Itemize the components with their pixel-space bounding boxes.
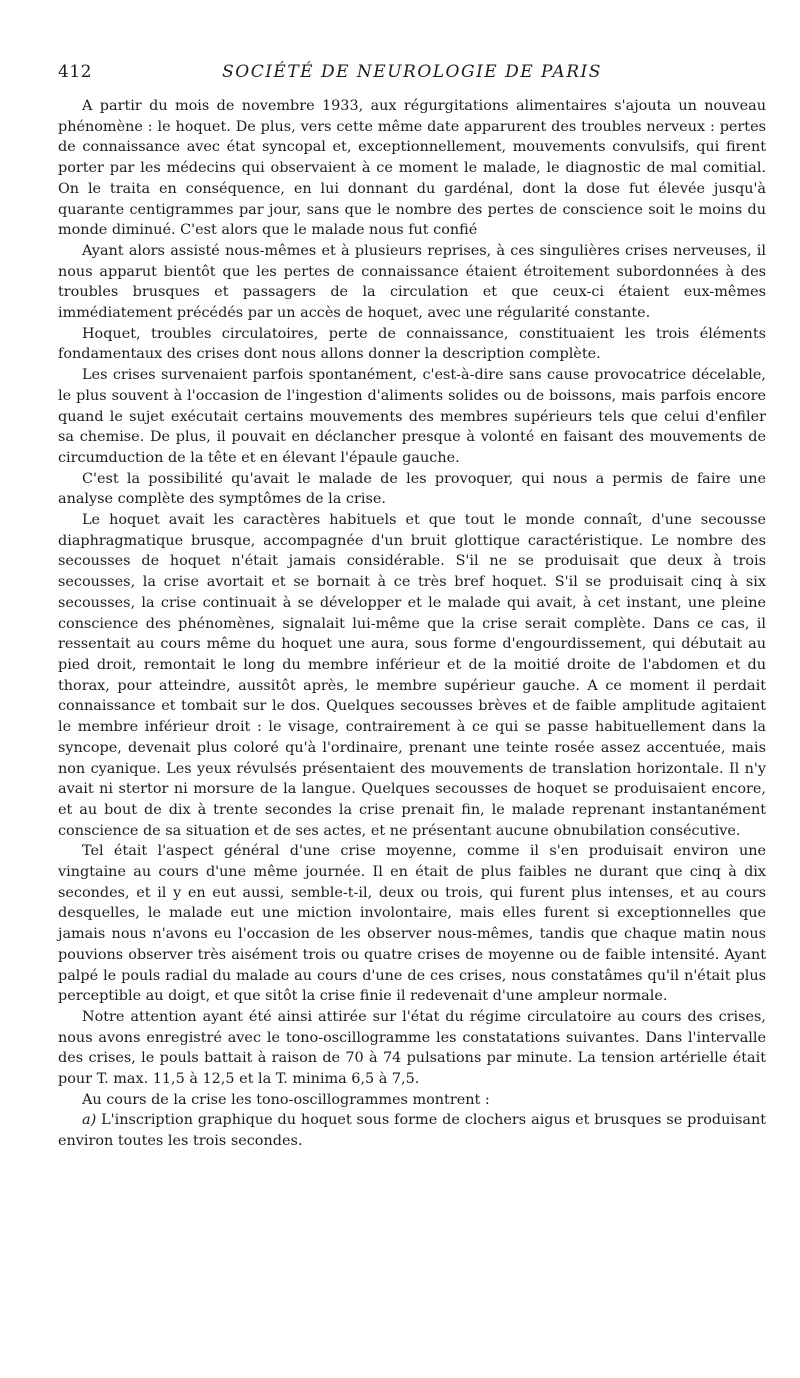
page-number: 412 — [58, 62, 92, 82]
paragraph: Tel était l'aspect général d'une crise moyenne, comme il s'en produisait environ une vingtaine au cours d'une même journée. Il en était de plus faibles ne durant que cinq à dix secondes, et il y en eut aussi, semble-t-il, deux ou trois, qui furent plus intenses, et au cours desquelles, le malade eut une miction involontaire, mais elles furent si exceptionnelles que jamais nous n'avons eu l'occasion de les observer nous-mêmes, tandis que chaque matin nous pouvions observer très aisément trois ou quatre crises de moyenne ou de faible intensité. Ayant palpé le pouls radial du malade au cours d'une de ces crises, nous constatâmes qu'il n'était plus perceptible au doigt, et que sitôt la crise finie il redevenait d'une ampleur normale. — [58, 843, 766, 1005]
paragraph: Notre attention ayant été ainsi attirée sur l'état du régime circulatoire au cours des crises, nous avons enregistré avec le tono-oscillogramme les constatations suivantes. Dans l'intervalle des crises, le pouls battait à raison de 70 à 74 pulsations par minute. La tension artérielle était pour T. max. 11,5 à 12,5 et la T. minima 6,5 à 7,5. — [58, 1008, 766, 1088]
paragraph: Au cours de la crise les tono-oscillogrammes montrent : — [82, 1091, 490, 1108]
list-item — [58, 1110, 766, 1151]
paragraph: Ayant alors assisté nous-mêmes et à plusieurs reprises, à ces singulières crises nerveuses, il nous apparut bientôt que les pertes de connaissance étaient étroitement subordonnées à des troubles brusques et passagers de la circulation et que ceux-ci étaient eux-mêmes immédiatement précédés par un accès de hoquet, avec une régularité constante. — [58, 242, 766, 322]
paragraph: Le hoquet avait les caractères habituels et que tout le monde connaît, d'une secousse diaphragmatique brusque, accompagnée d'un bruit glottique caractéristique. Le nombre des secousses de hoquet n'était jamais considérable. S'il ne se produisait que deux à trois secousses, la crise avortait et se bornait à ce très bref hoquet. S'il se produisait cinq à six secousses, la crise continuait à se développer et le malade qui avait, à cet instant, une pleine conscience des phénomènes, signalait lui-même que la crise serait complète. Dans ce cas, il ressentait au cours même du hoquet une aura, sous forme d'engourdissement, qui débutait au pied droit, remontait le long du membre inférieur et de la moitié droite de l'abdomen et du thorax, pour atteindre, aussitôt après, le membre supérieur gauche. A ce moment il perdait connaissance et tombait sur le dos. Quelques secousses brèves et de faible amplitude agitaient le membre inférieur droit : le visage, contrairement à ce qui se passe habituellement dans la syncope, devenait plus coloré qu'à l'ordinaire, prenant une teinte rosée assez accentuée, mais non cyanique. Les yeux révulsés présentaient des mouvements de translation horizontale. Il n'y avait ni stertor ni morsure de la langue. Quelques secousses de hoquet se produisaient encore, et au bout de dix à trente secondes la crise prenait fin, le malade reprenant instantanément conscience de sa situation et de ses actes, et ne présentant aucune obnubilation consécutive. — [58, 512, 766, 839]
paragraph: Les crises survenaient parfois spontanément, c'est-à-dire sans cause provocatrice décelable, le plus souvent à l'occasion de l'ingestion d'aliments solides ou de boissons, mais parfois encore quand le sujet exécutait certains mouvements des membres supérieurs tels que celui d'enfiler sa chemise. De plus, il pouvait en déclancher presque à volonté en faisant des mouvements de circumduction de la tête et en élevant l'épaule gauche. — [58, 367, 766, 466]
book-page — [58, 62, 766, 1152]
page-header — [58, 62, 766, 96]
list-item-letter: a) — [82, 1112, 97, 1129]
paragraph: A partir du mois de novembre 1933, aux régurgitations alimentaires s'ajouta un nouveau phénomène : le hoquet. De plus, vers cette même date apparurent des troubles nerveux : pertes de connaissance avec état syncopal et, exceptionnellement, mouvements convulsifs, qui firent porter par les médecins qui observaient à ce moment le malade, le diagnostic de mal comitial. On le traita en conséquence, en lui donnant du gardénal, dont la dose fut élevée jusqu'à quarante centigrammes par jour, sans que le nombre des pertes de conscience soit le moins du monde diminué. C'est alors que le malade nous fut confié — [58, 98, 766, 239]
running-title: SOCIÉTÉ DE NEUROLOGIE DE PARIS — [222, 62, 602, 82]
paragraph: C'est la possibilité qu'avait le malade de les provoquer, qui nous a permis de faire une analyse complète des symptômes de la crise. — [58, 470, 766, 508]
body-text — [58, 96, 766, 1152]
list-item-text: L'inscription graphique du hoquet sous forme de clochers aigus et brusques se produisant environ toutes les trois secondes. — [58, 1112, 766, 1150]
paragraph: Hoquet, troubles circulatoires, perte de connaissance, constituaient les trois éléments fondamentaux des crises dont nous allons donner la description complète. — [58, 325, 766, 363]
